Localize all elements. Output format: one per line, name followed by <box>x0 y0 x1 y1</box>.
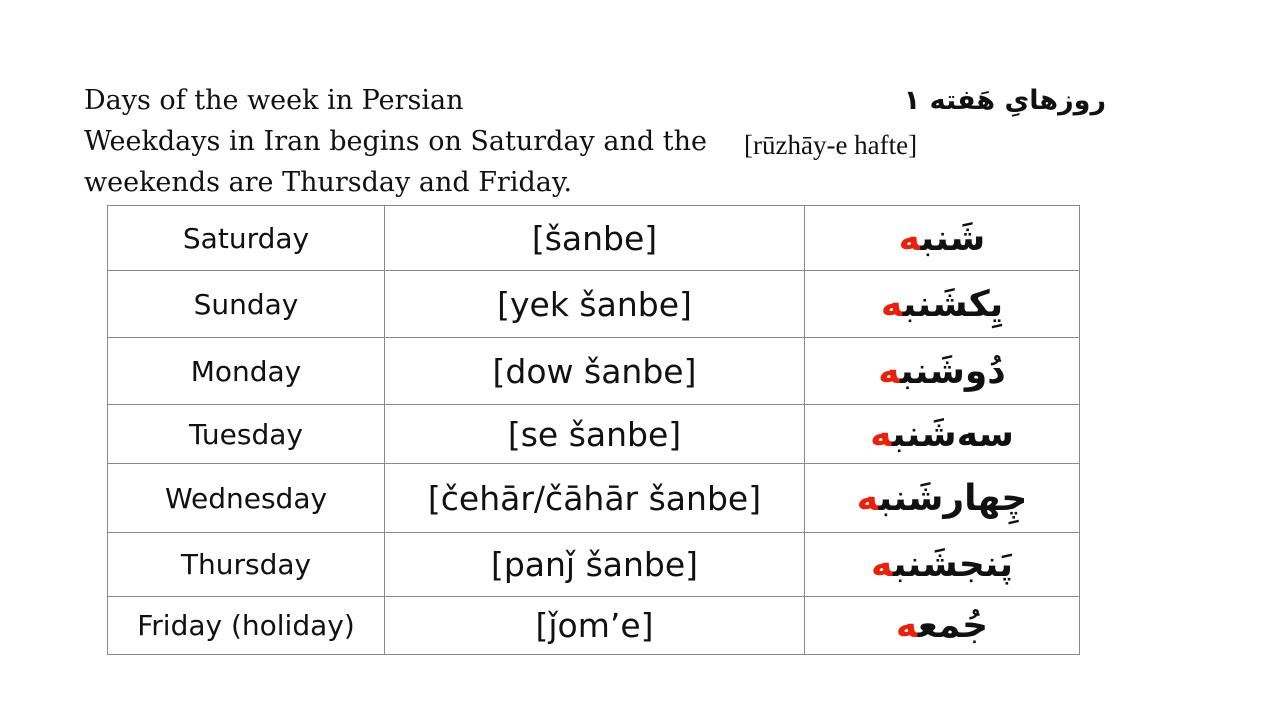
transliteration: [se šanbe] <box>385 405 805 464</box>
intro-line-1: Days of the week in Persian <box>84 85 464 116</box>
persian-day <box>805 597 1080 655</box>
table-row <box>108 338 1080 405</box>
english-day: Wednesday <box>108 464 385 533</box>
english-day: Saturday <box>108 206 385 271</box>
persian-suffix: ه <box>870 544 893 585</box>
persian-stem: پَنجشَنب <box>892 544 1014 585</box>
persian-day <box>805 464 1080 533</box>
transliteration: [čehār/čāhār šanbe] <box>385 464 805 533</box>
persian-suffix: ه <box>878 350 901 392</box>
persian-suffix: ه <box>856 477 879 519</box>
days-table <box>107 205 1080 655</box>
intro-line-2: Weekdays in Iran begins on Saturday and the <box>84 126 707 157</box>
table-row <box>108 206 1080 271</box>
english-day: Monday <box>108 338 385 405</box>
table-row <box>108 271 1080 338</box>
persian-title: روزهایِ هَفته ۱ <box>903 85 1106 116</box>
persian-suffix: ه <box>898 217 921 259</box>
persian-day <box>805 271 1080 338</box>
persian-day <box>805 206 1080 271</box>
table-row <box>108 405 1080 464</box>
table-row <box>108 597 1080 655</box>
english-day: Tuesday <box>108 405 385 464</box>
transliteration: [yek šanbe] <box>385 271 805 338</box>
persian-stem: شَنب <box>920 217 986 259</box>
persian-day <box>805 338 1080 405</box>
transliteration: [ǰom’e] <box>385 597 805 655</box>
intro-line-3: weekends are Thursday and Friday. <box>84 167 573 198</box>
transliteration: [panǰ šanbe] <box>385 533 805 597</box>
table-row <box>108 533 1080 597</box>
intro-text <box>84 80 707 203</box>
transliteration: [šanbe] <box>385 206 805 271</box>
english-day: Thursday <box>108 533 385 597</box>
persian-stem: جُمع <box>917 605 989 646</box>
persian-stem: یِکشَنب <box>902 283 1004 325</box>
persian-suffix: ه <box>895 605 918 646</box>
persian-suffix: ه <box>870 413 892 455</box>
persian-stem: دُوشَنب <box>900 350 1006 392</box>
persian-suffix: ه <box>880 283 903 325</box>
table-row <box>108 464 1080 533</box>
title-transliteration: [rūzhāy-e hafte] <box>744 130 918 160</box>
persian-stem: سه‌شَنب <box>891 413 1014 455</box>
persian-stem: چِهارشَنب <box>878 477 1028 519</box>
persian-day <box>805 533 1080 597</box>
persian-day <box>805 405 1080 464</box>
english-day: Friday (holiday) <box>108 597 385 655</box>
english-day: Sunday <box>108 271 385 338</box>
transliteration: [dow šanbe] <box>385 338 805 405</box>
